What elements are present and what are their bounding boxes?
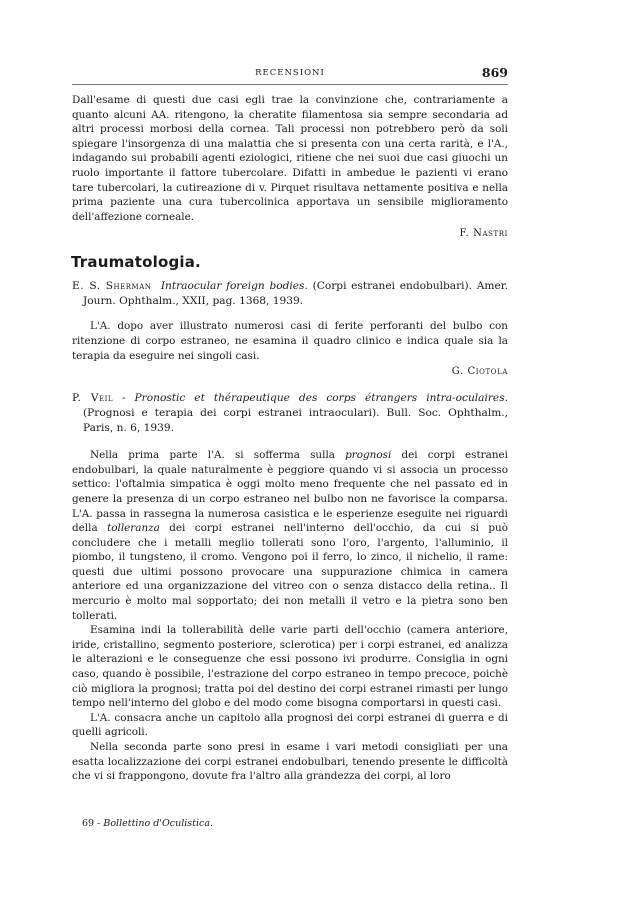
review3-author: P. Veil xyxy=(72,392,113,405)
footer-signature xyxy=(82,818,213,829)
review1-signature-initial: F. xyxy=(459,228,470,240)
review3-reference xyxy=(72,391,508,436)
review3-p1-text-c: dei corpi estranei endobulbari, la quale naturalmente è peggiore quando vi si associa un processo settico: l'oftalmia simpatica è oggi molto meno frequente che nel passato ed in genere la presenza di un corpo estraneo nel bulbo non ne favorisce la comparsa. L'A. passa in rassegna la numerosa casistica e le esperienze eseguite nei riguardi della xyxy=(72,449,508,535)
review1-body: Dall'esame di questi due casi egli trae la convinzione che, contrariamente a quanto alcuni AA. ritengono, la cheratite filamentosa sia sempre secondaria ad altri processi morbosi della cornea. Tali processi non potrebbero però da soli spiegare l'insorgenza di una malattia che si presenta con una certa rarità, e l'A., indagando sui probabili agenti eziologici, ritiene che nei suoi due casi giuochi un ruolo importante il fattore tubercolare. Difatti in ambedue le pazienti vi erano tare tubercolari, la cutireazione di v. Pirquet risultava nettamente positiva e nella prima paziente una cura tubercolinica apportava un sensibile miglioramento dell'affezione corneale. xyxy=(72,94,508,223)
footer-signature-mark: 69 - xyxy=(82,818,101,829)
review3-p1-text-e: dei corpi estranei nell'interno dell'occhio, da cui si può concludere che i metalli meglio tollerati sono l'oro, l'argento, l'alluminio, il piombo, il tungsteno, il cromo. Vengono poi il ferro, lo zinco, il nichelio, il rame: questi due ultimi possono provocare una suppurazione chimica in camera anteriore ed una organizzazione del vitreo con o senza distacco della retina.. Il mercurio è molto mal sopportato; dei non metalli il vetro e la pietra sono ben tollerati. xyxy=(72,522,508,622)
review3-p1-italic-prognosi: prognosi xyxy=(345,449,392,462)
running-head xyxy=(72,62,508,85)
review3-p1-italic-tolleranza: tolleranza xyxy=(107,522,160,535)
review3-dash: - xyxy=(113,392,135,405)
review2-signature xyxy=(72,365,508,379)
review1-signature-name: Nastri xyxy=(473,228,508,240)
review2-citation: (Corpi estranei endobulbari). Amer. Journ. Ophthalm., XXII, pag. 1368, 1939. xyxy=(83,280,508,308)
review2-signature-initial: G. xyxy=(451,366,464,378)
review2-body: L'A. dopo aver illustrato numerosi casi di ferite perforanti del bulbo con ritenzione di corpo estraneo, ne esamina il quadro clinico e indica quale sia la terapia da eseguire nei singoli casi. xyxy=(72,320,508,362)
review3-paragraph-4: Nella seconda parte sono presi in esame i vari metodi consigliati per una esatta localizzazione dei corpi estranei endobulbari, tenendo presente le difficoltà che vi si frappongono, dovute fra l'altro alla grandezza dei corpi, al loro xyxy=(72,741,508,783)
review3-paragraph-1 xyxy=(72,448,508,623)
review3-title: Pronostic et thérapeutique des corps étrangers intra-oculaires. xyxy=(134,392,508,405)
section-title: Traumatologia. xyxy=(71,253,201,272)
review2-author: E. S. Sherman xyxy=(72,280,152,293)
review1-signature xyxy=(72,227,508,241)
review2-title: Intraocular foreign bodies. xyxy=(160,280,308,293)
review3-citation: (Prognosi e terapia dei corpi estranei intraoculari). Bull. Soc. Ophthalm., Paris, n. 6, 1939. xyxy=(83,407,508,435)
page xyxy=(72,62,508,784)
footer-journal: Bollettino d'Oculistica. xyxy=(103,818,214,829)
review2-signature-name: Ciotola xyxy=(467,366,508,378)
running-title: RECENSIONI xyxy=(255,68,325,78)
review2-reference xyxy=(72,279,508,309)
page-number: 869 xyxy=(481,65,508,80)
review3-paragraph-3: L'A. consacra anche un capitolo alla prognosi dei corpi estranei di guerra e di quelli agricoli. xyxy=(72,711,508,739)
review3-paragraph-2: Esamina indi la tollerabilità delle varie parti dell'occhio (camera anteriore, iride, cristallino, segmento posteriore, sclerotica) per i corpi estranei, ed analizza le alterazioni e le conseguenze che essi possono ivi produrre. Consiglia in ogni caso, quando è possibile, l'estrazione del corpo estraneo in tempo precoce, poichè ciò migliora la prognosi; tratta poi del destino dei corpi estranei rimasti per lungo tempo nell'interno del globo e del modo come bisogna comportarsi in questi casi. xyxy=(72,624,508,710)
review3-p1-text-a: Nella prima parte l'A. si sofferma sulla xyxy=(90,449,346,462)
